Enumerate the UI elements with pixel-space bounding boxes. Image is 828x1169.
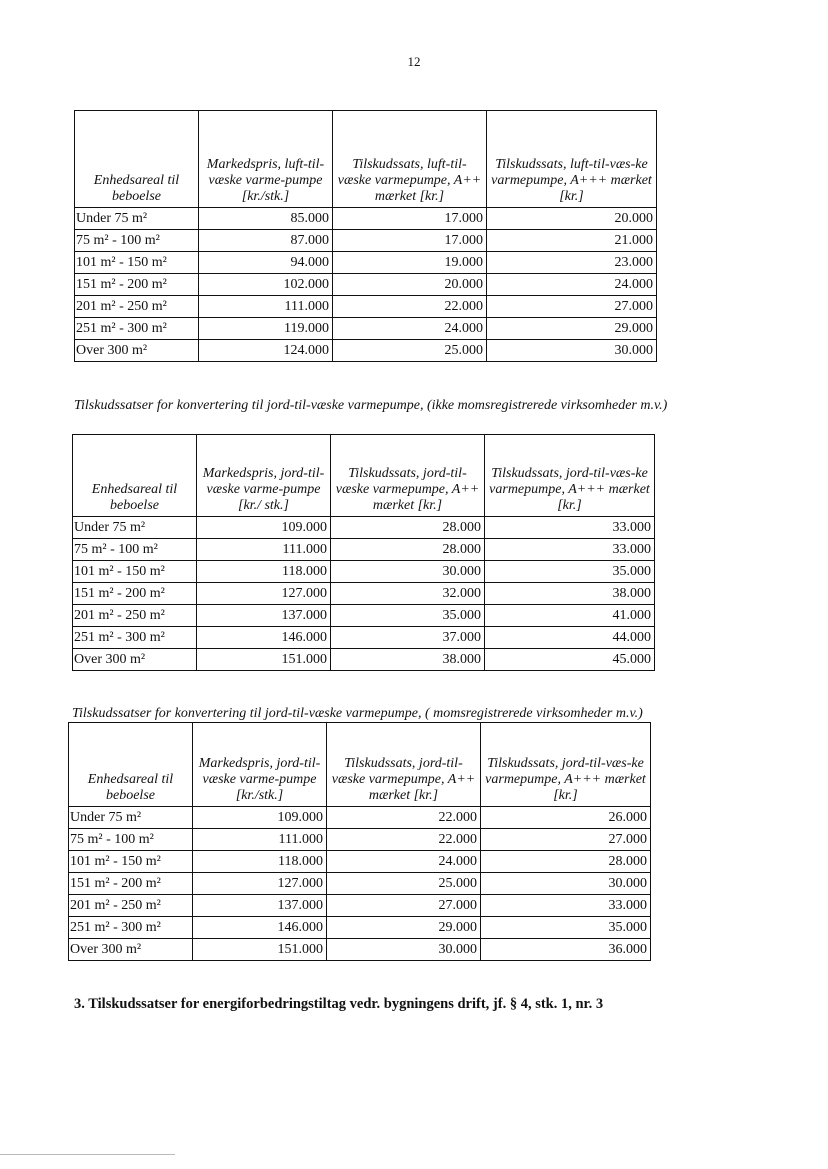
subsidy-a-plus-plus-cell: 20.000 [333,274,487,296]
area-cell: 75 m² - 100 m² [75,230,199,252]
market-price-cell: 118.000 [197,561,331,583]
subsidy-a-plus-plus-plus-cell: 38.000 [485,583,655,605]
area-cell: 101 m² - 150 m² [75,252,199,274]
subsidy-a-plus-plus-cell: 35.000 [331,605,485,627]
subsidy-a-plus-plus-plus-cell: 27.000 [487,296,657,318]
header-subsidy-a-plus-plus-plus: Tilskudssats, jord-til-væs-ke varmepumpe, A+++ mærket [kr.] [481,723,651,807]
area-cell: 75 m² - 100 m² [69,829,193,851]
subsidy-a-plus-plus-plus-cell: 21.000 [487,230,657,252]
market-price-cell: 127.000 [193,873,327,895]
subsidy-a-plus-plus-cell: 19.000 [333,252,487,274]
caption-ground-source-non-vat: Tilskudssatser for konvertering til jord-til-væske varmepumpe, (ikke momsregistrerede virksomheder m.v.) [74,398,668,413]
market-price-cell: 87.000 [199,230,333,252]
header-subsidy-a-plus-plus-plus: Tilskudssats, luft-til-væs-ke varmepumpe, A+++ mærket [kr.] [487,111,657,208]
table-row [69,829,651,851]
subsidy-a-plus-plus-cell: 24.000 [333,318,487,340]
table-row [69,851,651,873]
header-market-price: Markedspris, luft-til-væske varme-pumpe [kr./stk.] [199,111,333,208]
table-row [73,517,655,539]
header-subsidy-a-plus-plus: Tilskudssats, luft-til-væske varmepumpe, A++ mærket [kr.] [333,111,487,208]
subsidy-a-plus-plus-plus-cell: 30.000 [481,873,651,895]
table-row [69,917,651,939]
table-row [75,230,657,252]
subsidy-a-plus-plus-cell: 30.000 [331,561,485,583]
area-cell: 151 m² - 200 m² [69,873,193,895]
area-cell: 251 m² - 300 m² [75,318,199,340]
subsidy-a-plus-plus-plus-cell: 26.000 [481,807,651,829]
header-area: Enhedsareal til beboelse [73,435,197,517]
table-row [69,895,651,917]
header-area: Enhedsareal til beboelse [69,723,193,807]
footer-rule [0,1154,175,1155]
header-subsidy-a-plus-plus: Tilskudssats, jord-til-væske varmepumpe, A++ mærket [kr.] [331,435,485,517]
market-price-cell: 124.000 [199,340,333,362]
section-heading: 3. Tilskudssatser for energiforbedringstiltag vedr. bygningens drift, jf. § 4, stk. 1, nr. 3 [74,996,604,1012]
subsidy-a-plus-plus-cell: 38.000 [331,649,485,671]
market-price-cell: 94.000 [199,252,333,274]
subsidy-a-plus-plus-cell: 30.000 [327,939,481,961]
area-cell: 151 m² - 200 m² [75,274,199,296]
table-row [75,208,657,230]
table-row [69,807,651,829]
header-subsidy-a-plus-plus-plus: Tilskudssats, jord-til-væs-ke varmepumpe, A+++ mærket [kr.] [485,435,655,517]
rates-table-air-to-water [74,110,657,362]
subsidy-a-plus-plus-plus-cell: 33.000 [481,895,651,917]
table-row [73,649,655,671]
area-cell: Over 300 m² [75,340,199,362]
market-price-cell: 111.000 [193,829,327,851]
table-body [75,208,657,362]
header-market-price: Markedspris, jord-til-væske varme-pumpe [kr./ stk.] [197,435,331,517]
subsidy-a-plus-plus-plus-cell: 36.000 [481,939,651,961]
area-cell: 201 m² - 250 m² [69,895,193,917]
caption-ground-source-vat: Tilskudssatser for konvertering til jord-til-væske varmepumpe, ( momsregistrerede virksomheder m.v.) [72,706,643,721]
subsidy-a-plus-plus-cell: 24.000 [327,851,481,873]
area-cell: 101 m² - 150 m² [69,851,193,873]
subsidy-a-plus-plus-cell: 25.000 [327,873,481,895]
subsidy-a-plus-plus-plus-cell: 33.000 [485,517,655,539]
market-price-cell: 137.000 [193,895,327,917]
market-price-cell: 109.000 [193,807,327,829]
table-row [69,873,651,895]
table-row [75,274,657,296]
area-cell: 75 m² - 100 m² [73,539,197,561]
header-area: Enhedsareal til beboelse [75,111,199,208]
subsidy-a-plus-plus-cell: 17.000 [333,230,487,252]
market-price-cell: 102.000 [199,274,333,296]
area-cell: 251 m² - 300 m² [69,917,193,939]
table-body [69,807,651,961]
subsidy-a-plus-plus-plus-cell: 27.000 [481,829,651,851]
subsidy-a-plus-plus-plus-cell: 44.000 [485,627,655,649]
header-subsidy-a-plus-plus: Tilskudssats, jord-til-væske varmepumpe, A++ mærket [kr.] [327,723,481,807]
table-row [73,583,655,605]
subsidy-a-plus-plus-plus-cell: 28.000 [481,851,651,873]
subsidy-a-plus-plus-cell: 27.000 [327,895,481,917]
market-price-cell: 111.000 [199,296,333,318]
table-row [73,561,655,583]
market-price-cell: 85.000 [199,208,333,230]
subsidy-a-plus-plus-cell: 37.000 [331,627,485,649]
table-row [73,627,655,649]
area-cell: 251 m² - 300 m² [73,627,197,649]
area-cell: Under 75 m² [75,208,199,230]
area-cell: 101 m² - 150 m² [73,561,197,583]
subsidy-a-plus-plus-cell: 22.000 [333,296,487,318]
area-cell: 201 m² - 250 m² [73,605,197,627]
market-price-cell: 151.000 [193,939,327,961]
subsidy-a-plus-plus-cell: 32.000 [331,583,485,605]
area-cell: Over 300 m² [73,649,197,671]
subsidy-a-plus-plus-cell: 17.000 [333,208,487,230]
market-price-cell: 119.000 [199,318,333,340]
subsidy-a-plus-plus-cell: 22.000 [327,807,481,829]
market-price-cell: 151.000 [197,649,331,671]
subsidy-a-plus-plus-plus-cell: 35.000 [485,561,655,583]
market-price-cell: 118.000 [193,851,327,873]
market-price-cell: 137.000 [197,605,331,627]
area-cell: Under 75 m² [73,517,197,539]
market-price-cell: 127.000 [197,583,331,605]
header-market-price: Markedspris, jord-til-væske varme-pumpe [kr./stk.] [193,723,327,807]
subsidy-a-plus-plus-cell: 22.000 [327,829,481,851]
subsidy-a-plus-plus-plus-cell: 41.000 [485,605,655,627]
page-number: 12 [407,54,421,69]
subsidy-a-plus-plus-plus-cell: 24.000 [487,274,657,296]
market-price-cell: 109.000 [197,517,331,539]
table-body [73,517,655,671]
table-row [75,252,657,274]
subsidy-a-plus-plus-plus-cell: 45.000 [485,649,655,671]
subsidy-a-plus-plus-plus-cell: 23.000 [487,252,657,274]
table-row [75,340,657,362]
rates-table-ground-source-vat [68,722,651,961]
table-row [75,296,657,318]
subsidy-a-plus-plus-plus-cell: 33.000 [485,539,655,561]
market-price-cell: 146.000 [197,627,331,649]
table-row [75,318,657,340]
subsidy-a-plus-plus-cell: 25.000 [333,340,487,362]
subsidy-a-plus-plus-plus-cell: 30.000 [487,340,657,362]
market-price-cell: 111.000 [197,539,331,561]
area-cell: 201 m² - 250 m² [75,296,199,318]
subsidy-a-plus-plus-plus-cell: 29.000 [487,318,657,340]
area-cell: Under 75 m² [69,807,193,829]
subsidy-a-plus-plus-cell: 28.000 [331,517,485,539]
rates-table-ground-source-non-vat [72,434,655,671]
market-price-cell: 146.000 [193,917,327,939]
subsidy-a-plus-plus-cell: 28.000 [331,539,485,561]
table-row [73,605,655,627]
area-cell: Over 300 m² [69,939,193,961]
table-row [69,939,651,961]
subsidy-a-plus-plus-plus-cell: 20.000 [487,208,657,230]
table-row [73,539,655,561]
area-cell: 151 m² - 200 m² [73,583,197,605]
subsidy-a-plus-plus-plus-cell: 35.000 [481,917,651,939]
subsidy-a-plus-plus-cell: 29.000 [327,917,481,939]
